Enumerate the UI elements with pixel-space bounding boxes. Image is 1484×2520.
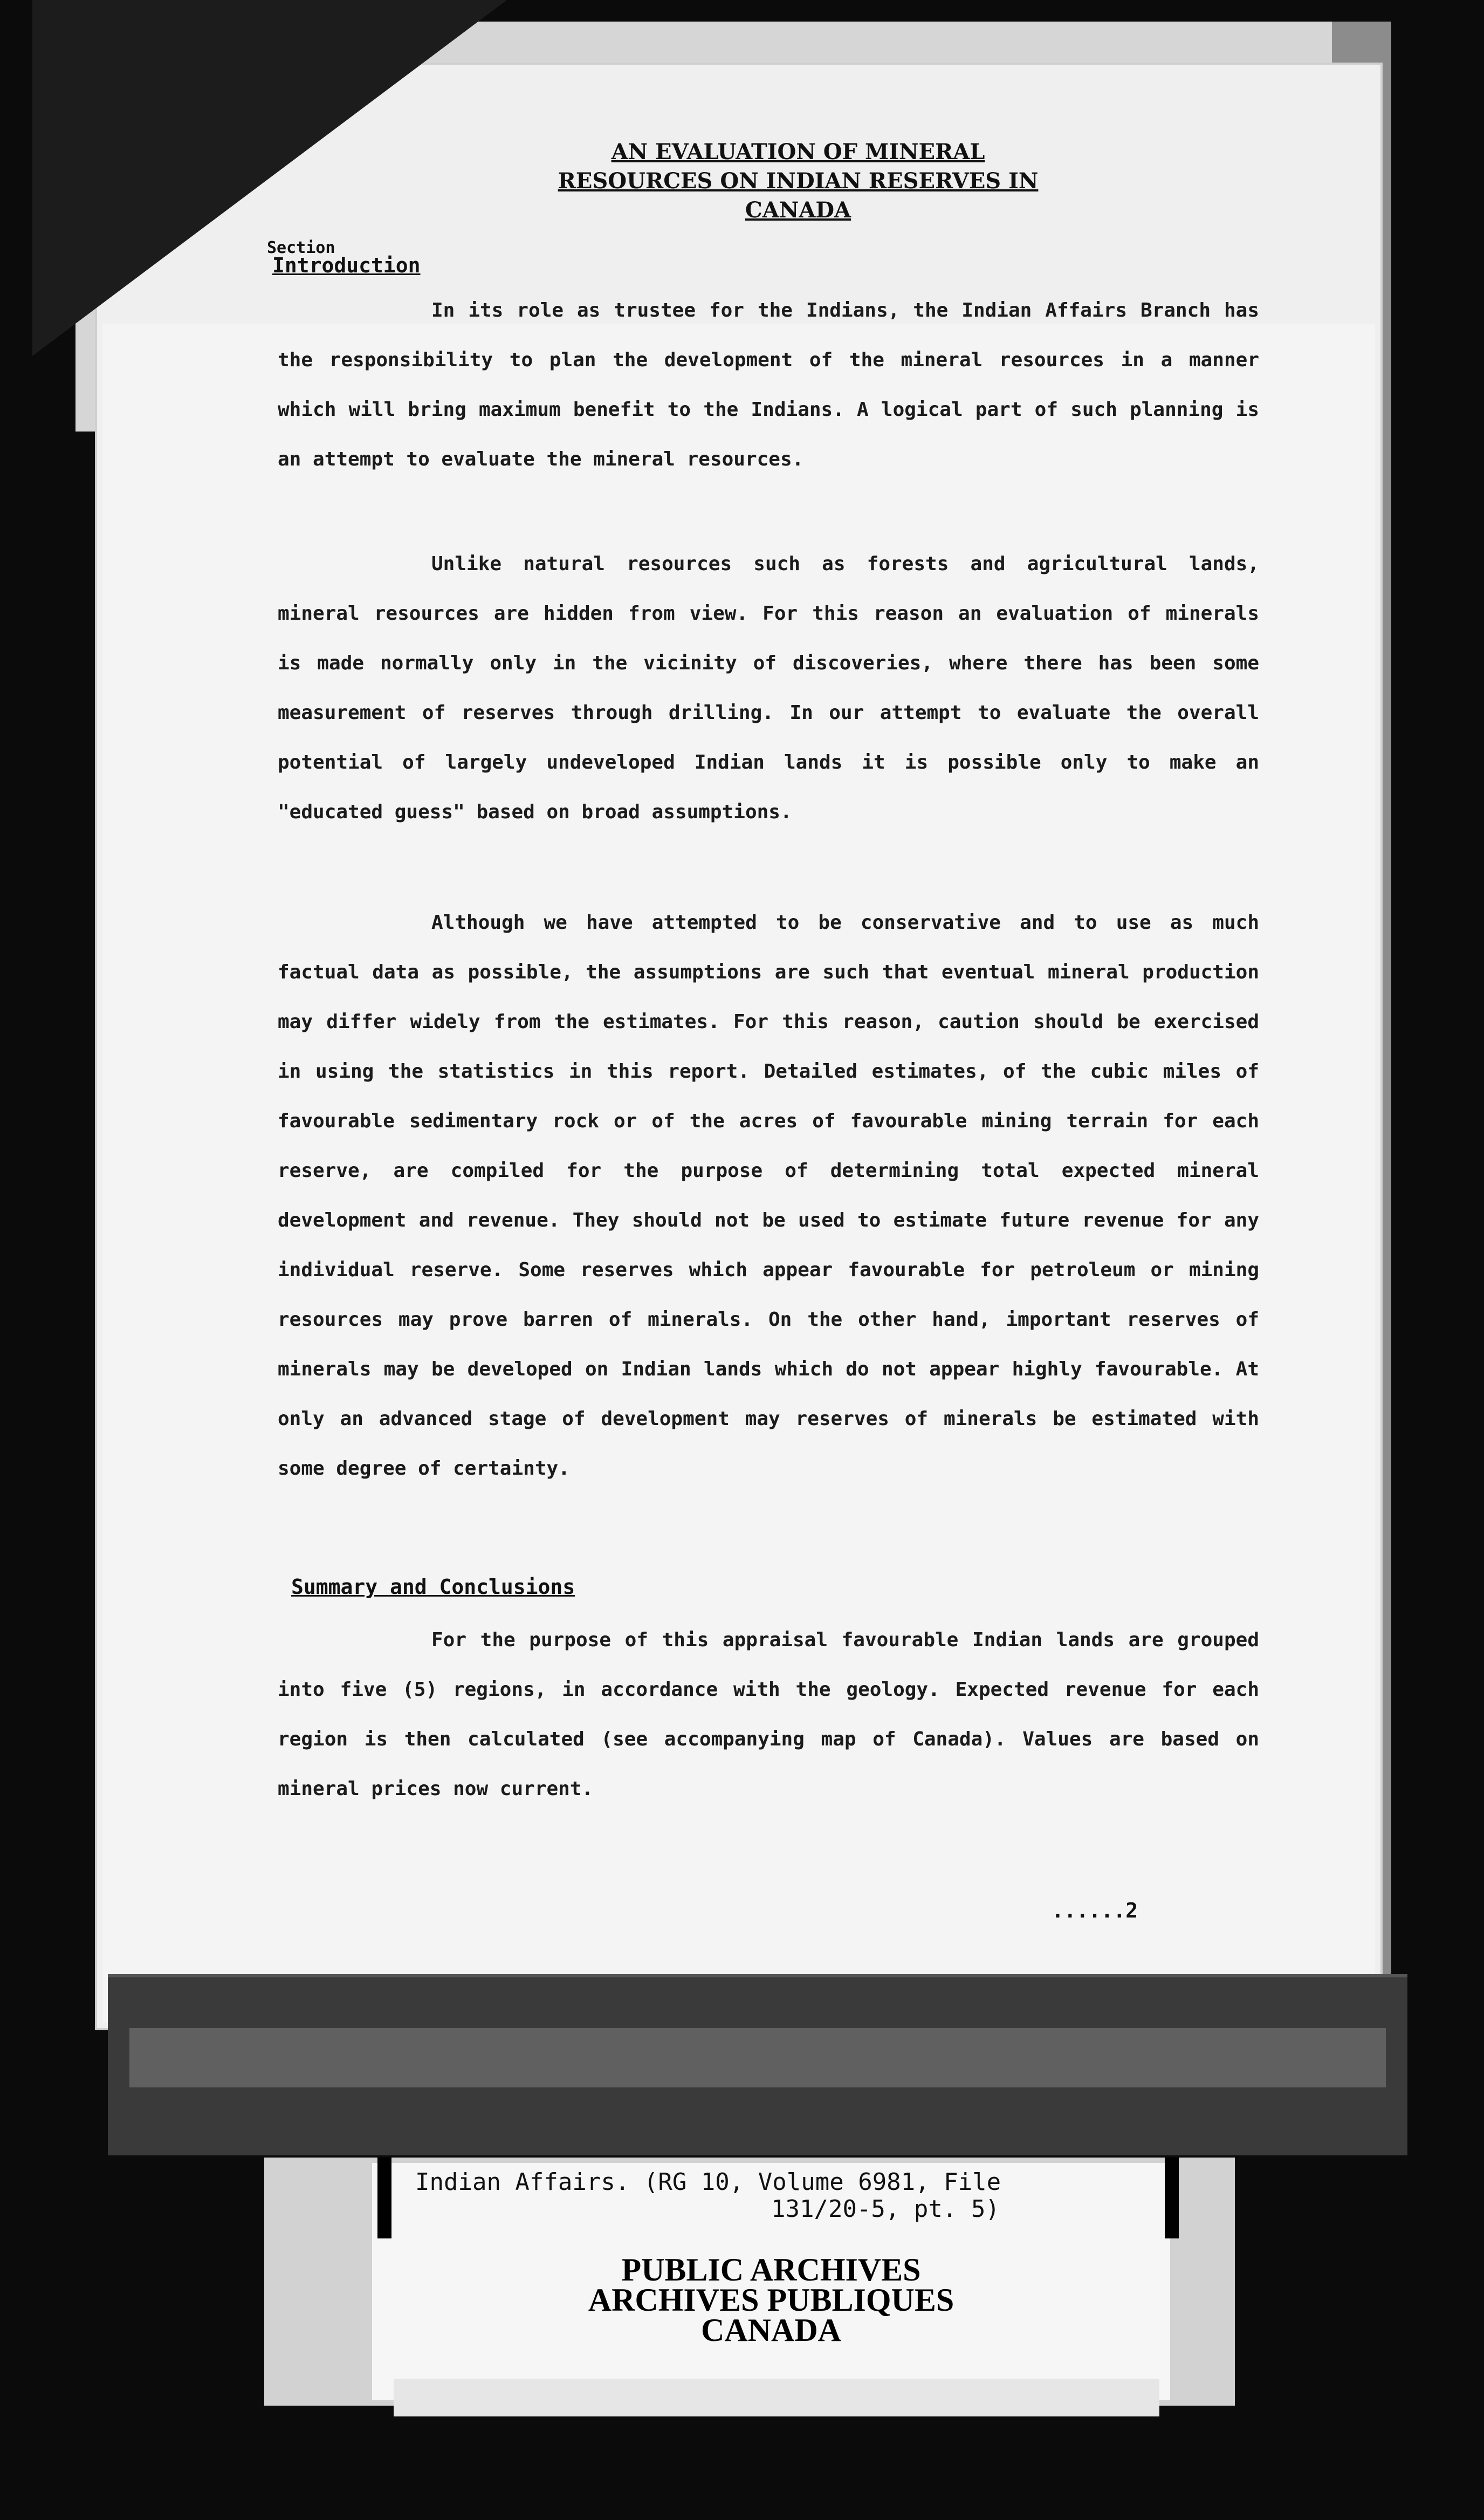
archive-reference-line-2: 131/20-5, pt. 5) [771,2195,1000,2223]
label-bottom-strip [394,2379,1159,2416]
margin-note: Section [267,238,335,257]
stamp-line-1: PUBLIC ARCHIVES [621,2252,921,2288]
stamp-line-3: CANADA [701,2312,841,2348]
archive-reference-line-1: Indian Affairs. (RG 10, Volume 6981, File [415,2168,1001,2196]
paragraph-4: For the purpose of this appraisal favourable Indian lands are grouped into five (5) regions, in accordance with the geology. Expected revenue for each region is then calculated (see accompanying map of Canada). Values are based on mineral prices now current. [278,1629,1259,1800]
page-continuation: ......2 [1052,1899,1138,1922]
document-title [528,138,1068,225]
stamp-line-2: ARCHIVES PUBLIQUES [588,2282,954,2318]
title-line-1: AN EVALUATION OF MINERAL [611,139,985,165]
heading-summary: Summary and Conclusions [291,1575,575,1599]
folder-band [129,2028,1386,2087]
paragraph-2: Unlike natural resources such as forests and agricultural lands, mineral resources are hidden from view. For this reason an evaluation of minerals is made normally only in the vicinity of discoveries, where there has been some measurement of reserves through drilling. In our attempt to evaluate the overall potential of largely undeveloped Indian lands it is possible only to make an "educated guess" based on broad assumptions. [278,553,1259,823]
heading-introduction: Introduction [272,254,421,277]
label-bar-left [377,2158,391,2238]
paragraph-1: In its role as trustee for the Indians, the Indian Affairs Branch has the responsibility to plan the development of the mineral resources in a manner which will bring maximum benefit to the Indians. A logical part of such planning is an attempt to evaluate the mineral resources. [278,299,1259,470]
label-bar-right [1165,2158,1179,2238]
paragraph-3: Although we have attempted to be conservative and to use as much factual data as possible, the assumptions are such that eventual mineral production may differ widely from the estimates. For this reason, caution should be exercised in using the statistics in this report. Detailed estimates, of the cubic miles of favourable sedimentary rock or of the acres of favourable mining terrain for each reserve, are compiled for the purpose of determining total expected mineral development and revenue. They should not be used to estimate future revenue for any individual reserve. Some reserves which appear favourable for petroleum or mining resources may prove barren of minerals. On the other hand, important reserves of minerals may be developed on Indian lands which do not appear highly favourable. At only an advanced stage of development may reserves of minerals be estimated with some degree of certainty. [278,912,1259,1480]
archive-stamp [539,2252,1003,2348]
title-line-2: RESOURCES ON INDIAN RESERVES IN CANADA [558,168,1039,223]
